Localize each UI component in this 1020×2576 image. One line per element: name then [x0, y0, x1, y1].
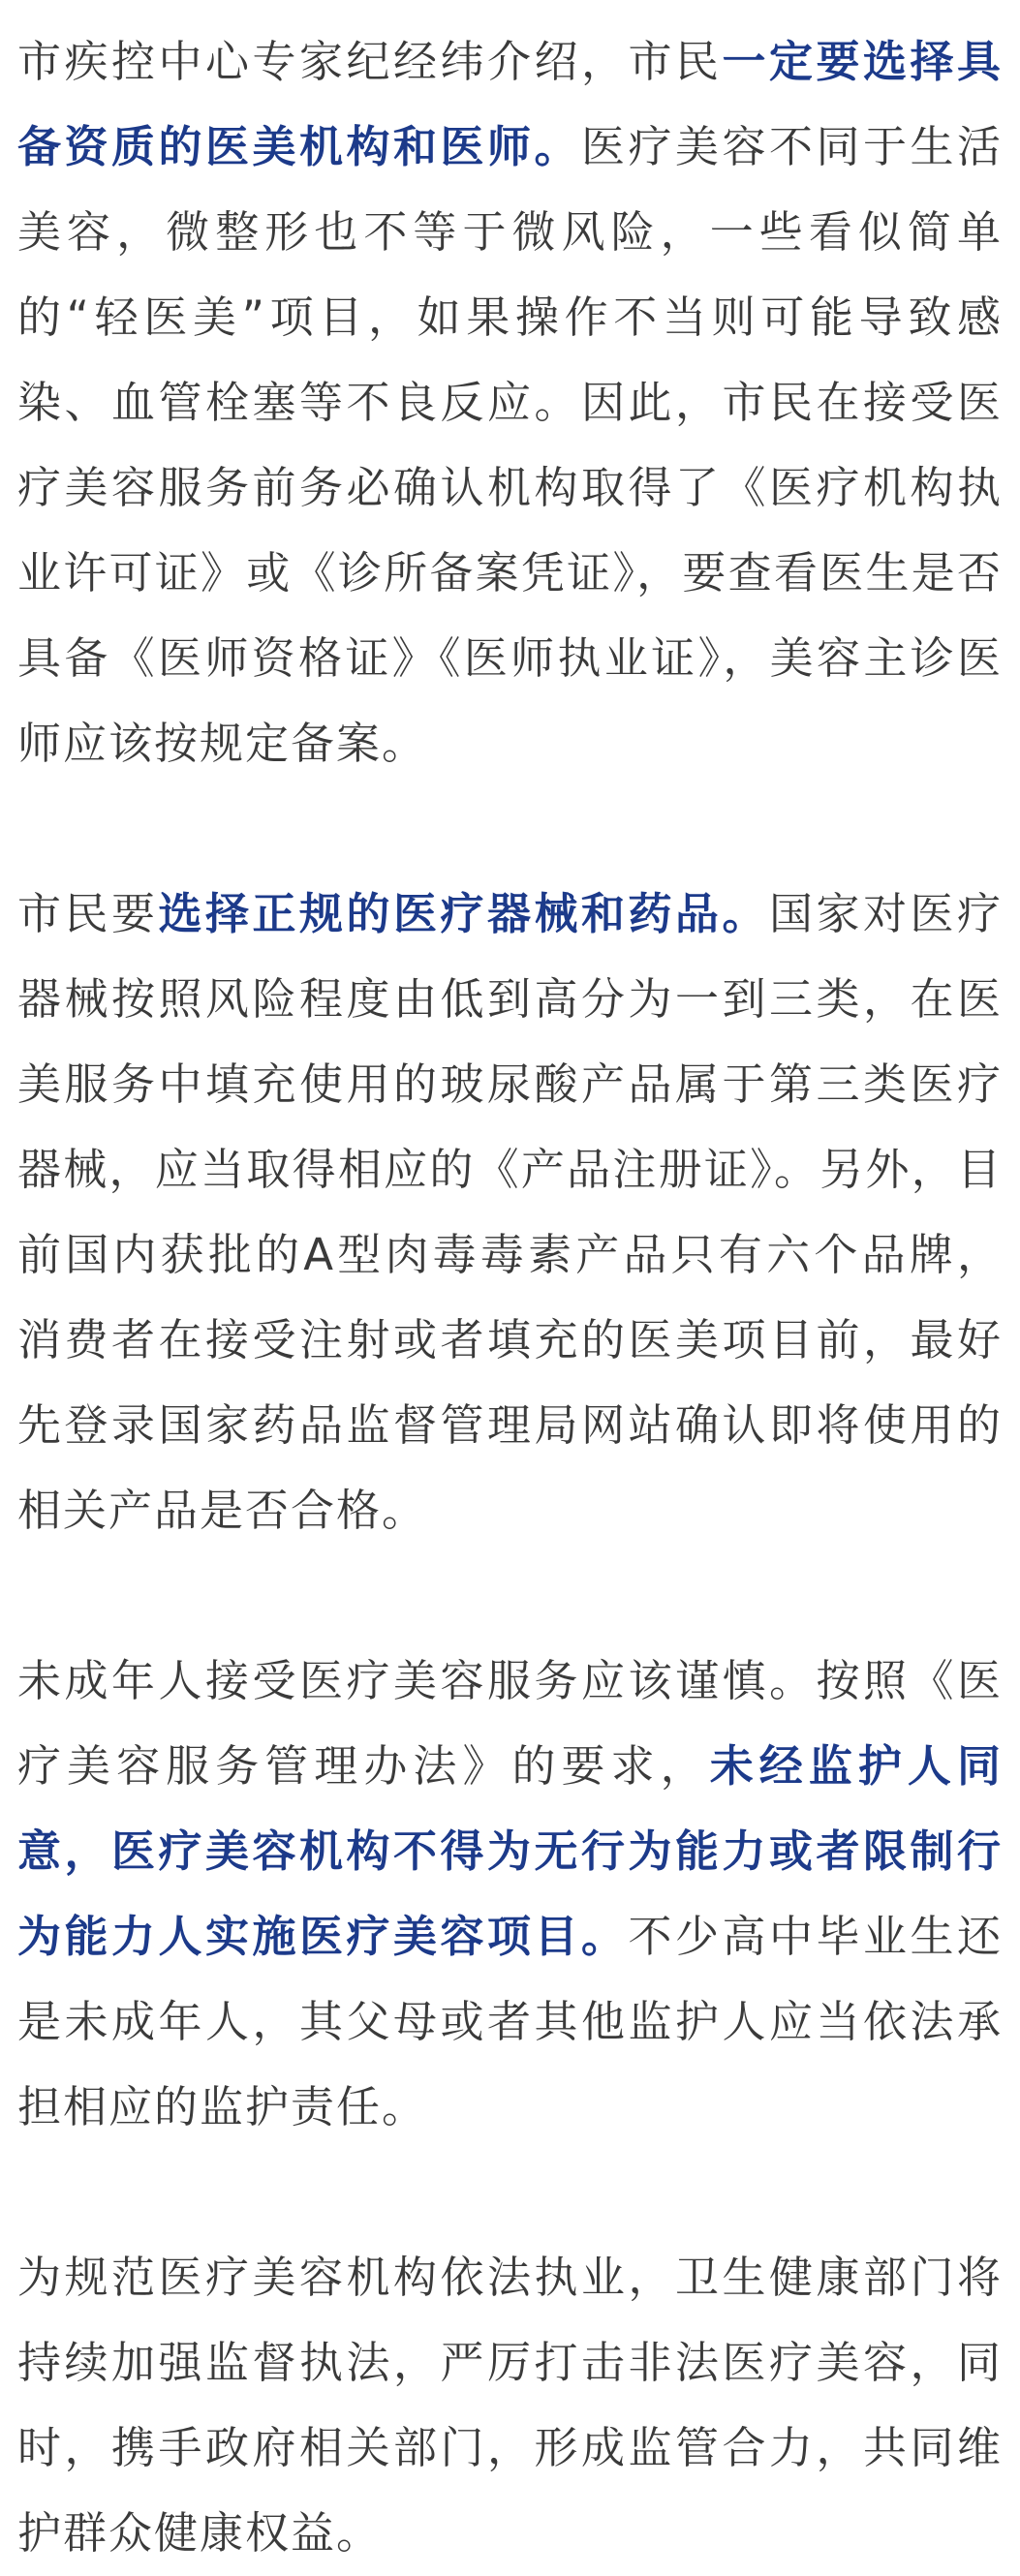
paragraph-supervision	[17, 2235, 1003, 2576]
paragraph-text: 市疾控中心专家纪经纬介绍，市民	[17, 36, 723, 87]
paragraph-regular-devices-drugs	[17, 872, 1003, 1553]
highlight-text: 一定要选择具备资质的医美机构和医师。	[17, 36, 1003, 172]
paragraph-minors	[17, 1639, 1003, 2150]
highlight-text: 未经监护人同意，医疗美容机构不得为无行为能力或者限制行为能力人实施医疗美容项目。	[17, 1740, 1003, 1962]
paragraph-qualified-institutions	[17, 19, 1003, 786]
paragraph-text: 为规范医疗美容机构依法执业，卫生健康部门将持续加强监督执法，严厉打击非法医疗美容，同时，携手政府相关部门，形成监管合力，共同维护群众健康权益。	[17, 2252, 1003, 2559]
paragraph-text: 国家对医疗器械按照风险程度由低到高分为一到三类，在医美服务中填充使用的玻尿酸产品属于第三类医疗器械，应当取得相应的《产品注册证》。另外，目前国内获批的A型肉毒毒素产品只有六个品牌，消费者在接受注射或者填充的医美项目前，最好先登录国家药品监督管理局网站确认即将使用的相关产品是否合格。	[17, 888, 1003, 1536]
highlight-text: 选择正规的医疗器械和药品。	[158, 888, 769, 939]
paragraph-text: 医疗美容不同于生活美容，微整形也不等于微风险，一些看似简单的“轻医美”项目，如果操作不当则可能导致感染、血管栓塞等不良反应。因此，市民在接受医疗美容服务前务必确认机构取得了《医疗机构执业许可证》或《诊所备案凭证》，要查看医生是否具备《医师资格证》《医师执业证》，美容主诊医师应该按规定备案。	[17, 121, 1003, 769]
paragraph-text: 市民要	[17, 888, 159, 939]
paragraph-text: 未成年人接受医疗美容服务应该谨慎。按照《医疗美容服务管理办法》的要求，	[17, 1655, 1003, 1792]
paragraph-text: 不少高中毕业生还是未成年人，其父母或者其他监护人应当依法承担相应的监护责任。	[17, 1911, 1003, 2132]
